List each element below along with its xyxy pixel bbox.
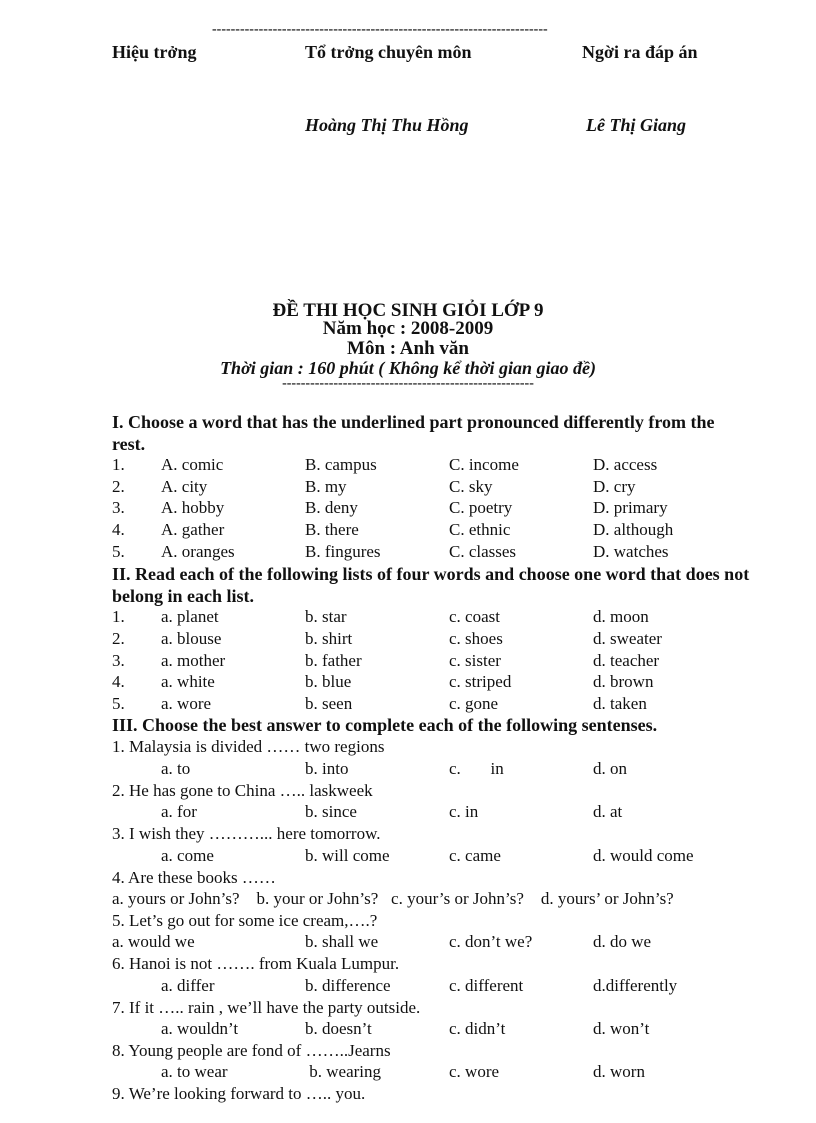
item-number: 3. — [112, 498, 125, 517]
option-d: D. access — [593, 455, 658, 474]
option-b: b. difference — [305, 976, 391, 995]
option-a: a. wouldn’t — [161, 1019, 239, 1038]
option-b: b. shirt — [305, 629, 353, 648]
section-1-title: I. Choose a word that has the underlined part pronounced differently from the rest. — [112, 412, 715, 454]
option-c: c. sister — [449, 651, 501, 670]
option-a: a. differ — [161, 976, 215, 995]
question-4-options: a. yours or John’s? b. your or John’s? c. your’s or John’s? d. yours’ or John’s? — [112, 889, 674, 908]
option-a: A. gather — [161, 520, 225, 539]
option-d: d. taken — [593, 694, 647, 713]
option-d: D. although — [593, 520, 674, 539]
option-a: a. white — [161, 672, 215, 691]
principal-title: Hiệu trởng — [112, 42, 197, 62]
option-b: B. my — [305, 477, 347, 496]
option-b: b. since — [305, 802, 357, 821]
option-b: b. wearing — [305, 1062, 382, 1081]
option-b: b. shall we — [305, 932, 379, 951]
section-2-title: II. Read each of the following lists of four words and choose one word that does not belong in each list. — [112, 564, 750, 606]
department-head-name: Hoàng Thị Thu Hồng — [305, 115, 469, 135]
option-b: B. deny — [305, 498, 358, 517]
option-c: c. coast — [449, 607, 500, 626]
option-b: B. fingures — [305, 542, 381, 561]
option-a: a. to wear — [161, 1062, 228, 1081]
option-d: d.differently — [593, 976, 678, 995]
top-dashed-rule: ------------------------------------------------------------------------ — [212, 22, 548, 37]
option-a: a. mother — [161, 651, 226, 670]
question-7: 7. If it ….. rain , we’ll have the party outside. — [112, 998, 421, 1017]
question-3: 3. I wish they ………... here tomorrow. — [112, 824, 381, 843]
option-c: c. don’t we? — [449, 932, 533, 951]
option-a: a. to — [161, 759, 191, 778]
exam-title: ĐỀ THI HỌC SINH GIỎI LỚP 9 — [272, 300, 544, 321]
answer-author-title: Ngời ra đáp án — [582, 42, 698, 62]
option-d: D. watches — [593, 542, 669, 561]
question-1: 1. Malaysia is divided …… two regions — [112, 737, 385, 756]
subject: Môn : Anh văn — [347, 338, 469, 359]
question-5: 5. Let’s go out for some ice cream,….? — [112, 911, 378, 930]
option-b: b. seen — [305, 694, 353, 713]
answer-author-name: Lê Thị Giang — [586, 115, 687, 135]
option-d: d. won’t — [593, 1019, 650, 1038]
option-b: B. there — [305, 520, 359, 539]
option-c: c. in — [449, 802, 479, 821]
option-a: a. would we — [112, 932, 195, 951]
item-number: 4. — [112, 520, 125, 539]
option-b: b. into — [305, 759, 349, 778]
option-a: A. city — [161, 477, 208, 496]
item-number: 2. — [112, 629, 125, 648]
option-b: b. father — [305, 651, 362, 670]
item-number: 1. — [112, 607, 125, 626]
option-d: d. on — [593, 759, 627, 778]
option-d: d. moon — [593, 607, 649, 626]
question-9: 9. We’re looking forward to ….. you. — [112, 1084, 366, 1103]
option-c: c. gone — [449, 694, 499, 713]
option-a: a. planet — [161, 607, 219, 626]
question-6: 6. Hanoi is not ……. from Kuala Lumpur. — [112, 954, 400, 973]
item-number: 4. — [112, 672, 125, 691]
option-b: b. blue — [305, 672, 352, 691]
option-c: c. in — [449, 759, 504, 778]
time-limit: Thời gian : 160 phút ( Không kể thời gian giao đề) — [220, 358, 596, 378]
option-d: D. primary — [593, 498, 668, 517]
item-number: 2. — [112, 477, 125, 496]
option-a: a. for — [161, 802, 197, 821]
option-d: d. at — [593, 802, 623, 821]
option-c: c. didn’t — [449, 1019, 506, 1038]
header-dashed-rule: ------------------------------------------------------ — [282, 376, 534, 391]
question-8: 8. Young people are fond of ……..Jearns — [112, 1041, 391, 1060]
question-4: 4. Are these books …… — [112, 868, 276, 887]
question-2: 2. He has gone to China ….. laskweek — [112, 781, 373, 800]
option-d: d. would come — [593, 846, 694, 865]
option-a: a. blouse — [161, 629, 222, 648]
item-number: 5. — [112, 542, 125, 561]
item-number: 1. — [112, 455, 125, 474]
option-c: C. sky — [449, 477, 493, 496]
school-year: Năm học : 2008-2009 — [322, 318, 494, 339]
option-d: d. do we — [593, 932, 652, 951]
option-a: A. hobby — [161, 498, 225, 517]
option-b: b. will come — [305, 846, 390, 865]
option-a: A. comic — [161, 455, 224, 474]
option-b: b. star — [305, 607, 347, 626]
option-c: c. striped — [449, 672, 512, 691]
option-a: A. oranges — [161, 542, 235, 561]
option-c: C. classes — [449, 542, 517, 561]
option-c: C. poetry — [449, 498, 513, 517]
option-b: B. campus — [305, 455, 377, 474]
option-c: c. wore — [449, 1062, 500, 1081]
item-number: 5. — [112, 694, 125, 713]
department-head-title: Tổ trởng chuyên môn — [305, 42, 472, 62]
option-a: a. come — [161, 846, 214, 865]
option-c: C. ethnic — [449, 520, 511, 539]
option-a: a. wore — [161, 694, 212, 713]
option-d: d. teacher — [593, 651, 660, 670]
option-b: b. doesn’t — [305, 1019, 372, 1038]
option-d: d. brown — [593, 672, 654, 691]
section-3-title: III. Choose the best answer to complete each of the following sentenses. — [112, 715, 658, 735]
option-d: D. cry — [593, 477, 636, 496]
item-number: 3. — [112, 651, 125, 670]
option-c: c. different — [449, 976, 524, 995]
option-d: d. worn — [593, 1062, 645, 1081]
option-c: C. income — [449, 455, 519, 474]
option-c: c. shoes — [449, 629, 503, 648]
option-d: d. sweater — [593, 629, 662, 648]
option-c: c. came — [449, 846, 501, 865]
